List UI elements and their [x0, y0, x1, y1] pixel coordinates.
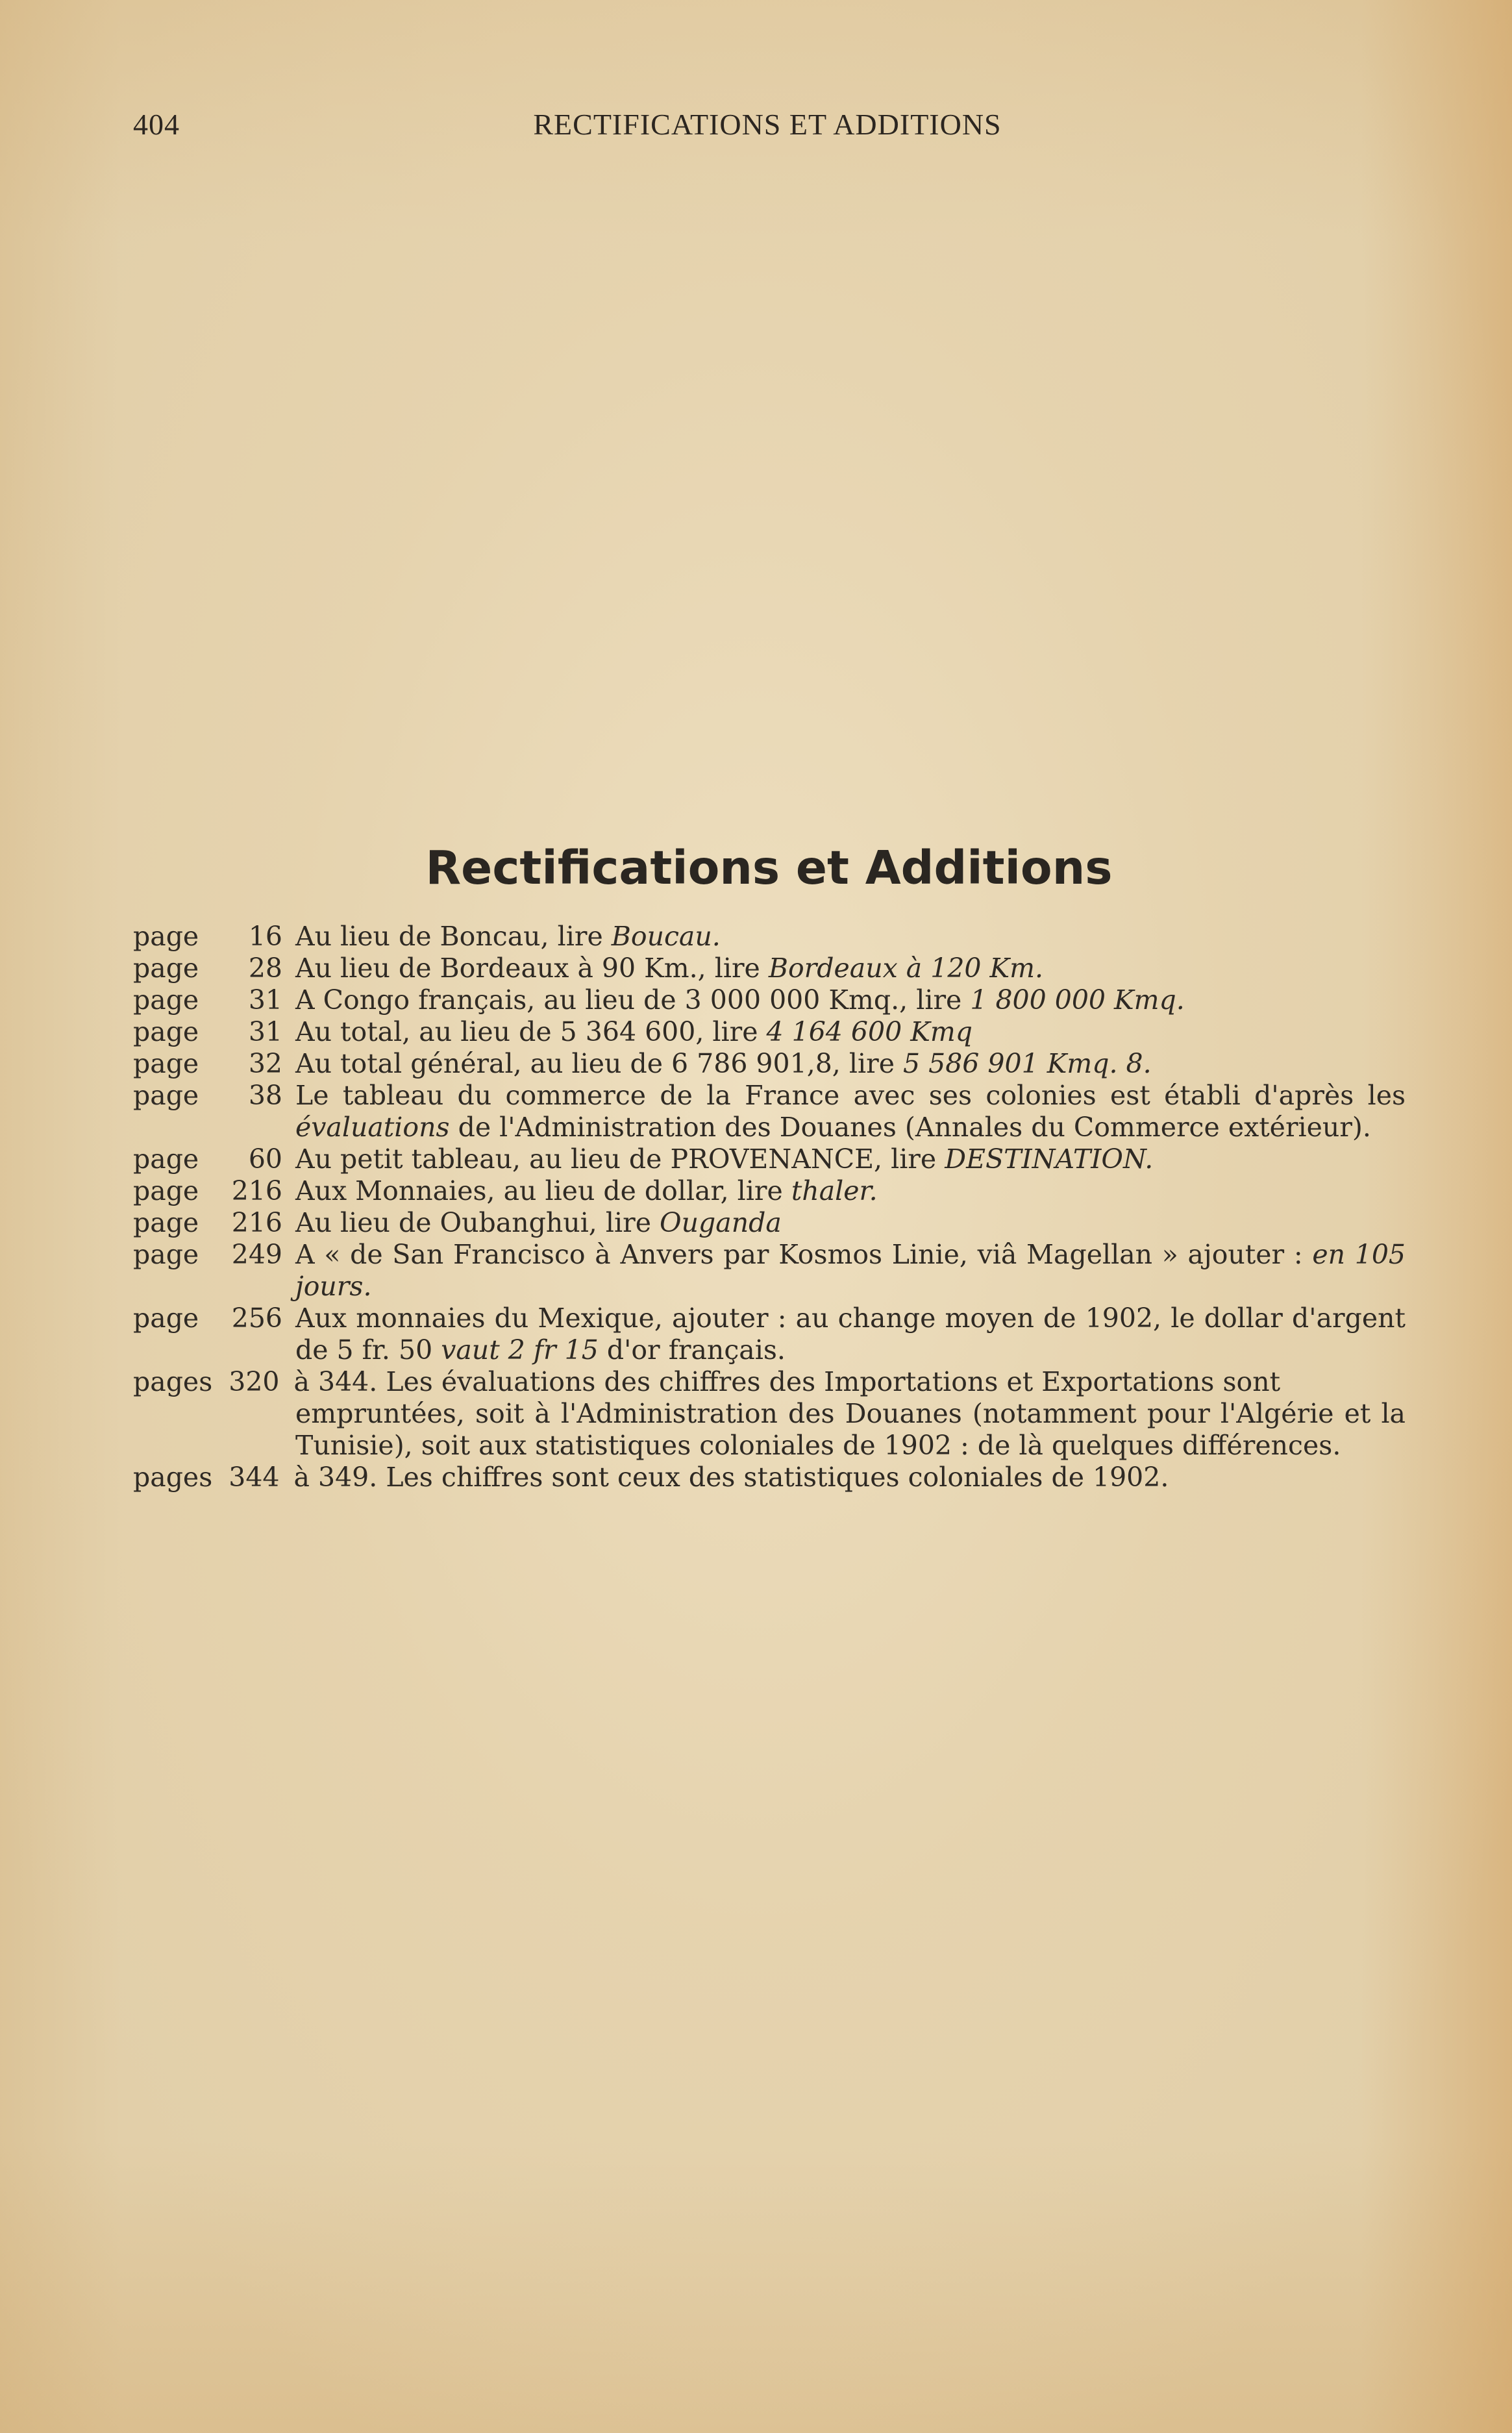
list-item: [133, 1175, 1406, 1207]
correction-text-continued: empruntées, soit à l'Administration des Douanes (notamment pour l'Algérie et la Tunisie), soit aux statistiques coloniales de 1902 : de là quelques différences.: [295, 1398, 1406, 1461]
page-reference: page 31: [133, 1016, 282, 1047]
correction-text: Au total, au lieu de 5 364 600, lire 4 164 600 Kmq: [295, 1016, 973, 1047]
page-reference: page 38: [133, 1080, 282, 1111]
correction-text: à 349. Les chiffres sont ceux des statistiques coloniales de 1902.: [293, 1462, 1169, 1493]
list-item: [133, 953, 1406, 984]
list-item: [133, 1366, 1406, 1398]
correction-text: Aux monnaies du Mexique, ajouter : au change moyen de 1902, le dollar d'argent de 5 fr. 50 vaut 2 fr 15 d'or français.: [295, 1303, 1406, 1366]
page-title: Rectifications et Additions: [425, 841, 1113, 895]
correction-text: A « de San Francisco à Anvers par Kosmos Linie, viâ Magellan » ajouter : en 105 jours.: [295, 1239, 1406, 1302]
list-item: [133, 1143, 1406, 1175]
page-reference: page 16: [133, 921, 282, 952]
correction-text: Le tableau du commerce de la France avec ses colonies est établi d'après les évaluations de l'Administration des Douanes (Annales du Commerce extérieur).: [295, 1080, 1406, 1143]
correction-text: Au petit tableau, au lieu de PROVENANCE, lire DESTINATION.: [295, 1143, 1154, 1175]
page-reference: page 31: [133, 984, 282, 1016]
list-item: [133, 1207, 1406, 1239]
page-reference: page 32: [133, 1048, 282, 1079]
page-reference: page 256: [133, 1303, 282, 1334]
list-item: [133, 1303, 1406, 1366]
correction-text: Aux Monnaies, au lieu de dollar, lire thaler.: [295, 1175, 878, 1206]
correction-text: Au lieu de Boncau, lire Boucau.: [295, 921, 721, 952]
correction-text: Au lieu de Oubanghui, lire Ouganda: [295, 1207, 782, 1238]
running-head: RECTIFICATIONS ET ADDITIONS: [533, 108, 1002, 141]
correction-text: Au lieu de Bordeaux à 90 Km., lire Bordeaux à 120 Km.: [295, 953, 1044, 984]
page-reference: page 28: [133, 953, 282, 984]
correction-text: à 344. Les évaluations des chiffres des Importations et Exportations sont: [293, 1366, 1281, 1397]
list-item: [133, 1239, 1406, 1303]
page-reference: page 216: [133, 1207, 282, 1238]
list-item: [133, 1016, 1406, 1048]
page-number: 404: [133, 108, 180, 141]
page-reference: page 60: [133, 1143, 282, 1175]
list-item: [133, 1080, 1406, 1143]
list-item: [133, 921, 1406, 953]
corrections-list: [133, 921, 1406, 1493]
list-item: [133, 984, 1406, 1016]
page-reference: pages 320: [133, 1366, 280, 1397]
correction-text: A Congo français, au lieu de 3 000 000 Kmq., lire 1 800 000 Kmq.: [295, 984, 1185, 1016]
page-header: [133, 107, 1379, 153]
list-item: [133, 1462, 1406, 1493]
list-item: [133, 1048, 1406, 1080]
page-reference: page 249: [133, 1239, 282, 1270]
correction-text: Au total général, au lieu de 6 786 901,8, lire 5 586 901 Kmq. 8.: [295, 1048, 1152, 1079]
page-reference: pages 344: [133, 1462, 280, 1493]
page-reference: page 216: [133, 1175, 282, 1206]
